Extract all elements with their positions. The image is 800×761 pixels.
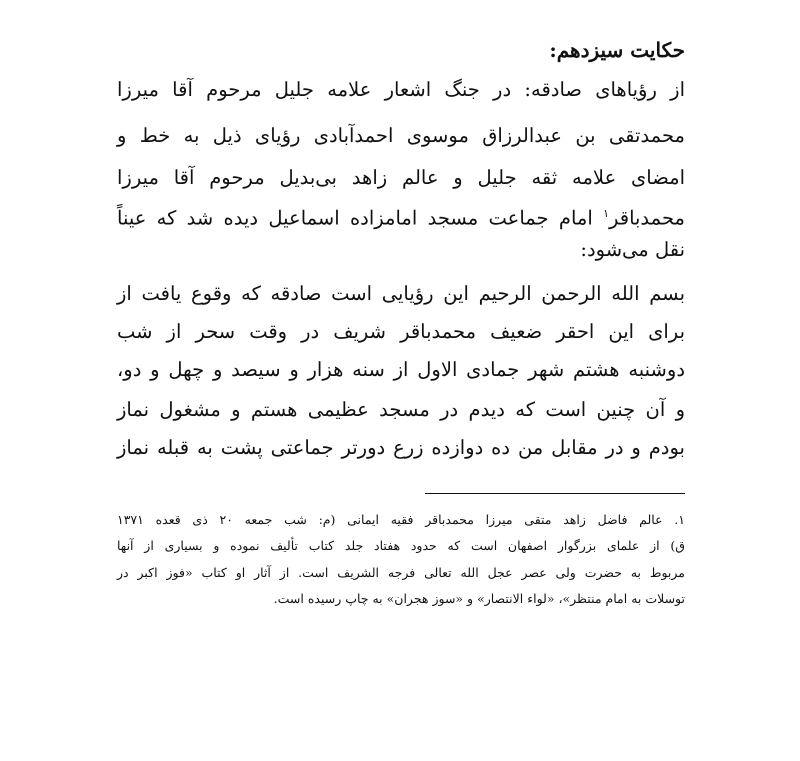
footnote-line-4: توسلات به امام منتظر»، «لواء الانتصار» و «سوز هجران» به چاپ رسیده است.	[273, 591, 685, 606]
body-line-8: دوشنبه هشتم شهر جمادی الاول از سنه هزار و سیصد و چهل و دو،	[117, 358, 686, 381]
body-line-7: برای این احقر ضعیف محمدباقر شریف در وقت سحر از شب	[117, 320, 685, 343]
footnote-line-1: ۱. عالم فاضل زاهد متقی میرزا محمدباقر فقیه ایمانی (م: شب جمعه ۲۰ ذی قعده ۱۳۷۱	[117, 512, 685, 527]
body-line-1: از رؤیاهای صادقه: در جنگ اشعار علامه جلیل مرحوم آقا میرزا	[117, 78, 685, 101]
body-line-4-rest: امام جماعت مسجد امامزاده اسماعیل دیده شد که عیناً	[117, 206, 593, 230]
body-line-3: امضای علامه ثقه جلیل و عالم زاهد بی‌بدیل مرحوم آقا میرزا	[117, 166, 685, 189]
body-line-2: محمدتقی بن عبدالرزاق موسوی احمدآبادی رؤیای ذیل به خط و	[117, 124, 685, 147]
section-heading: حکایت سیزدهم:	[549, 38, 685, 62]
footnote-line-2: ق) از علمای بزرگوار اصفهان است که حدود هفتاد جلد کتاب تألیف نموده و بسیاری از آنها	[117, 538, 685, 553]
footnote-separator	[425, 493, 685, 494]
body-line-4-start: محمدباقر	[608, 206, 685, 230]
body-line-10: بودم و در مقابل من ده دوازده زرع دورتر جماعتی پشت به قبله نماز	[117, 436, 685, 459]
body-line-5: نقل می‌شود:	[580, 238, 685, 261]
footnote-marker: ۱	[603, 207, 609, 220]
body-line-4	[117, 199, 685, 234]
body-line-9: و آن چنین است که دیدم در مسجد عظیمی هستم و مشغول نماز	[117, 398, 685, 421]
footnote-line-3: مربوط به حضرت ولی عصر عجل الله تعالی فرجه الشریف است. از آثار او کتاب «فوز اکبر در	[117, 565, 685, 580]
body-line-6: بسم الله الرحمن الرحیم این رؤیایی است صادقه که وقوع یافت از	[117, 282, 685, 305]
